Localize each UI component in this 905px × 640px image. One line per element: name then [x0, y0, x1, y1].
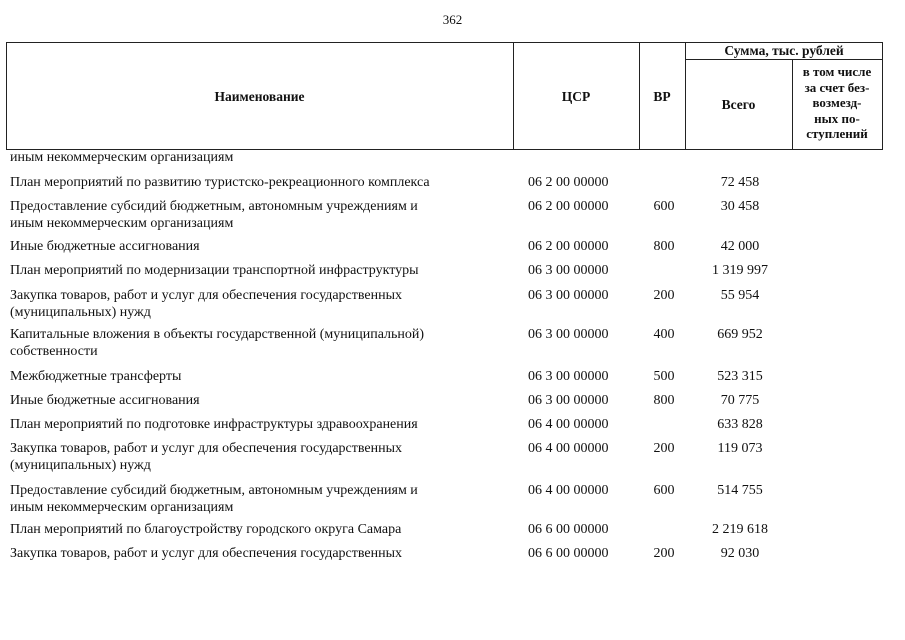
row-name: План мероприятий по развитию туристско-рекреационного комплекса	[10, 175, 430, 190]
row-name: Закупка товаров, работ и услуг для обеспечения государственных	[10, 546, 403, 561]
row-csr: 06 4 00 00000	[528, 441, 609, 456]
row-name: План мероприятий по подготовке инфраструктуры здравоохранения	[10, 417, 418, 432]
row-name: Иные бюджетные ассигнования	[10, 393, 200, 408]
row-csr: 06 2 00 00000	[528, 175, 609, 190]
amount-group-underline	[685, 59, 883, 60]
row-name: Закупка товаров, работ и услуг для обеспечения государственных (муниципальных) нужд	[10, 441, 403, 473]
row-name: Иные бюджетные ассигнования	[10, 239, 200, 254]
row-name: Капитальные вложения в объекты государственной (муниципальной) собственности	[10, 327, 425, 359]
row-vr: 800	[653, 239, 675, 254]
header-amount-group: Сумма, тыс. рублей	[724, 43, 844, 58]
row-name: План мероприятий по модернизации транспортной инфраструктуры	[10, 263, 419, 278]
row-vr: 200	[653, 288, 675, 303]
row-total: 42 000	[720, 239, 760, 254]
row-vr: 200	[653, 441, 675, 456]
row-total: 55 954	[720, 288, 760, 303]
row-csr: 06 3 00 00000	[528, 369, 609, 384]
row-name: Межбюджетные трансферты	[10, 369, 182, 384]
row-total: 119 073	[717, 441, 763, 456]
row-name: Предоставление субсидий бюджетным, автономным учреждениям и иным некоммерческим организациям	[10, 483, 418, 515]
row-name: Предоставление субсидий бюджетным, автономным учреждениям и иным некоммерческим организациям	[10, 199, 418, 231]
header-name: Наименование	[214, 89, 305, 104]
row-csr: 06 6 00 00000	[528, 522, 609, 537]
row-total: 514 755	[717, 483, 763, 498]
table-header	[6, 42, 883, 150]
row-csr: 06 3 00 00000	[528, 393, 609, 408]
row-csr: 06 6 00 00000	[528, 546, 609, 561]
row-vr: 400	[653, 327, 675, 342]
row-name: План мероприятий по благоустройству городского округа Самара	[10, 522, 402, 537]
page-number: 362	[442, 12, 463, 27]
row-csr: 06 3 00 00000	[528, 288, 609, 303]
header-incl-free-receipts: в том числе за счет без- возмезд- ных по- ступлений	[802, 64, 872, 141]
row-total: 1 319 997	[712, 263, 768, 278]
row-csr: 06 4 00 00000	[528, 417, 609, 432]
header-vr: ВР	[653, 89, 671, 104]
row-total: 633 828	[717, 417, 763, 432]
row-vr: 600	[653, 483, 675, 498]
row-vr: 800	[653, 393, 675, 408]
row-total: 30 458	[720, 199, 760, 214]
row-total: 669 952	[717, 327, 763, 342]
row-total: 92 030	[720, 546, 760, 561]
row-total: 72 458	[720, 175, 760, 190]
header-csr: ЦСР	[561, 89, 591, 104]
row-total: 523 315	[717, 369, 763, 384]
row-csr: 06 4 00 00000	[528, 483, 609, 498]
row-vr: 500	[653, 369, 675, 384]
header-total: Всего	[721, 97, 756, 112]
row-name: иным некоммерческим организациям	[10, 150, 234, 165]
row-csr: 06 2 00 00000	[528, 199, 609, 214]
row-name: Закупка товаров, работ и услуг для обеспечения государственных (муниципальных) нужд	[10, 288, 403, 320]
row-total: 2 219 618	[712, 522, 768, 537]
row-total: 70 775	[720, 393, 760, 408]
row-csr: 06 3 00 00000	[528, 327, 609, 342]
row-csr: 06 3 00 00000	[528, 263, 609, 278]
row-vr: 600	[653, 199, 675, 214]
row-csr: 06 2 00 00000	[528, 239, 609, 254]
row-vr: 200	[653, 546, 675, 561]
